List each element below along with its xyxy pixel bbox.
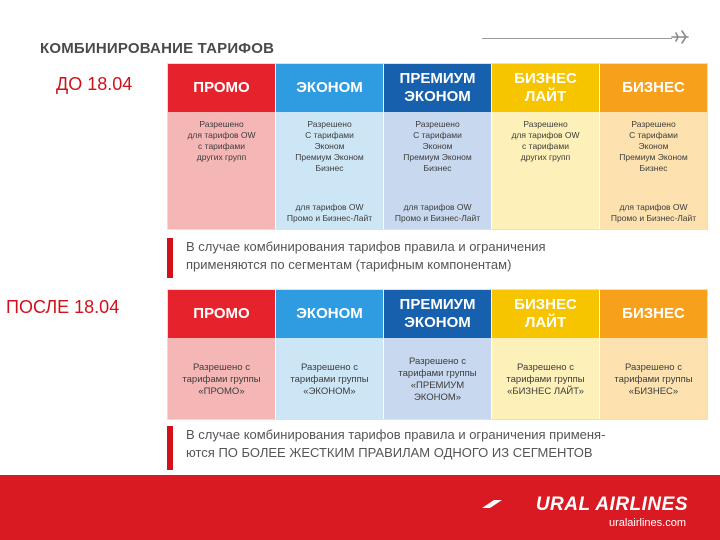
column-econom (276, 290, 384, 419)
after-date-label: ПОСЛЕ 18.04 (6, 297, 120, 317)
column-cell (600, 112, 707, 229)
column-business-lite (492, 290, 600, 419)
slide-title: КОМБИНИРОВАНИЕ ТАРИФОВ (40, 40, 275, 57)
column-business (600, 290, 707, 419)
note-line-2-prefix: ются (186, 445, 219, 460)
column-business (600, 64, 707, 229)
cell-main-text: Разрешено С тарифами Эконом Премиум Эконом Бизнес (403, 119, 472, 173)
note-text: В случае комбинирования тарифов правила и ограничения применяются по сегментам (тарифным компонентам) (186, 239, 546, 272)
column-header: ЭКОНОМ (276, 290, 383, 338)
note-accent-bar (167, 238, 173, 278)
column-header: ПРЕМИУМ ЭКОНОМ (384, 290, 491, 338)
tariff-table-after (167, 289, 708, 420)
column-business-lite (492, 64, 600, 229)
column-cell (276, 338, 383, 419)
note-line-2-emphasis: ПО БОЛЕЕ ЖЕСТКИМ ПРАВИЛАМ ОДНОГО ИЗ СЕГМЕНТОВ (218, 445, 593, 460)
column-cell (492, 112, 599, 229)
after-note (167, 426, 707, 470)
cell-note-text: для тарифов OW Промо и Бизнес-Лайт (394, 202, 481, 223)
note-text (186, 426, 605, 462)
tariff-table-before (167, 63, 708, 230)
cell-main-text: Разрешено с тарифами группы «БИЗНЕС ЛАЙТ» (506, 361, 585, 397)
airplane-icon (670, 28, 690, 46)
cell-main-text: Разрешено с тарифами группы «ПРЕМИУМ ЭКОНОМ» (398, 355, 477, 403)
column-header: ЭКОНОМ (276, 64, 383, 112)
cell-main-text: Разрешено с тарифами группы «ПРОМО» (182, 361, 261, 397)
note-line-1: В случае комбинирования тарифов правила и ограничения применя- (186, 427, 606, 442)
cell-note-text: для тарифов OW Промо и Бизнес-Лайт (610, 202, 697, 223)
before-date-label: ДО 18.04 (56, 74, 133, 94)
column-cell (600, 338, 707, 419)
column-cell (384, 112, 491, 229)
column-header: ПРОМО (168, 290, 275, 338)
title-divider (482, 38, 672, 39)
column-header: БИЗНЕС (600, 290, 707, 338)
note-accent-bar (167, 426, 173, 470)
column-header: ПРЕМИУМ ЭКОНОМ (384, 64, 491, 112)
cell-main-text: Разрешено для тарифов OW с тарифами других групп (511, 119, 580, 162)
cell-main-text: Разрешено с тарифами группы «ЭКОНОМ» (290, 361, 369, 397)
cell-note-text: для тарифов OW Промо и Бизнес-Лайт (286, 202, 373, 223)
column-econom (276, 64, 384, 229)
brand-url[interactable]: uralairlines.com (608, 517, 686, 529)
column-cell (168, 338, 275, 419)
column-cell (384, 338, 491, 419)
cell-main-text: Разрешено для тарифов OW с тарифами других групп (187, 119, 256, 162)
column-header: БИЗНЕС ЛАЙТ (492, 64, 599, 112)
column-cell (276, 112, 383, 229)
column-header: ПРОМО (168, 64, 275, 112)
column-cell (168, 112, 275, 229)
cell-main-text: Разрешено С тарифами Эконом Премиум Эконом Бизнес (295, 119, 364, 173)
column-premium-econom (384, 290, 492, 419)
column-header: БИЗНЕС ЛАЙТ (492, 290, 599, 338)
column-cell (492, 338, 599, 419)
cell-main-text: Разрешено С тарифами Эконом Премиум Эконом Бизнес (619, 119, 688, 173)
brand-name: URAL AIRLINES (535, 494, 688, 515)
cell-main-text: Разрешено с тарифами группы «БИЗНЕС» (614, 361, 693, 397)
column-promo (168, 64, 276, 229)
before-note (167, 238, 707, 278)
column-promo (168, 290, 276, 419)
column-header: БИЗНЕС (600, 64, 707, 112)
column-premium-econom (384, 64, 492, 229)
footer-bar (0, 475, 720, 540)
wing-logo-icon (480, 497, 504, 511)
